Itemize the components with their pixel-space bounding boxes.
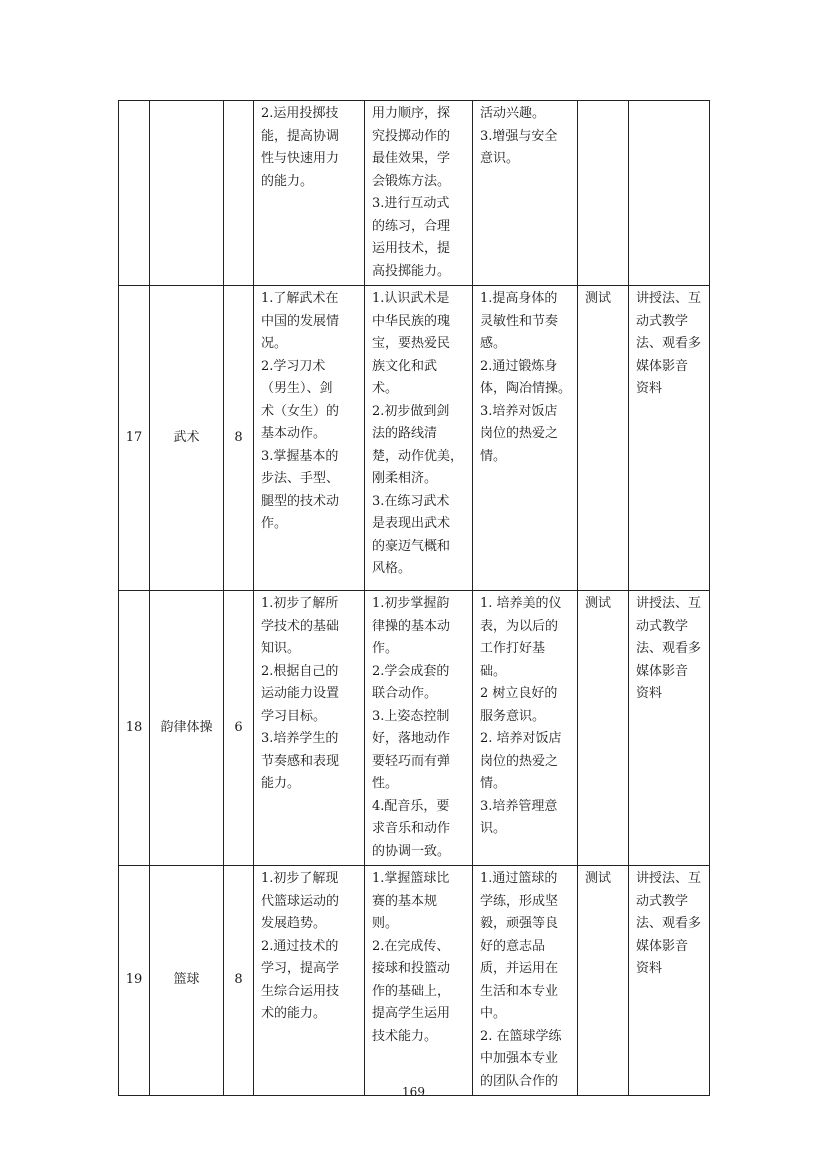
requirements-cell-line: 作。 (372, 641, 399, 656)
objectives-cell-line: 学习，提高学 (261, 961, 340, 976)
methods-cell-line: 动式教学 (636, 313, 689, 329)
requirements-cell-line: 是表现出武术 (372, 516, 451, 531)
qualities-cell-line: 识。 (480, 821, 507, 836)
qualities-cell-line: 生活和本专业 (480, 983, 559, 999)
methods-cell-line: 资料 (636, 961, 663, 976)
requirements-cell (365, 286, 473, 591)
objectives-cell-line: （男生）、剑 (261, 381, 333, 396)
methods-cell-line: 资料 (636, 381, 663, 396)
qualities-cell-line: 础。 (480, 663, 507, 679)
curriculum-table (118, 100, 710, 1096)
hours-cell: 6 (224, 591, 254, 866)
row-number-cell: 18 (119, 591, 150, 866)
methods-cell-line: 讲授法、互 (636, 596, 702, 611)
qualities-cell-line: 学练，形成坚 (480, 893, 559, 909)
objectives-cell (254, 866, 365, 1096)
methods-cell-line: 资料 (636, 686, 663, 701)
requirements-cell-line: 的协调一致。 (372, 843, 451, 859)
qualities-cell-line: 感。 (480, 336, 507, 351)
objectives-cell-line: 知识。 (261, 641, 301, 656)
qualities-cell-line: 3.培养对饭店 (480, 403, 558, 419)
qualities-cell-line: 2.通过锻炼身 (480, 358, 558, 374)
objectives-cell-line: 节奏感和表现 (261, 753, 340, 769)
requirements-cell-line: 好，落地动作 (372, 731, 451, 746)
hours-cell: 8 (224, 866, 254, 1096)
requirements-cell-line: 风格。 (372, 561, 412, 576)
objectives-cell-line: 运动能力设置 (261, 686, 340, 701)
objectives-cell-line: 步法、手型、 (261, 471, 340, 486)
qualities-cell-line: 毅，顽强等良 (480, 916, 559, 931)
qualities-cell-line: 2 树立良好的 (480, 686, 558, 701)
qualities-cell-line: 质，并运用在 (480, 961, 559, 976)
requirements-cell-line: 楚，动作优美， (372, 448, 464, 464)
assessment-cell: 测试 (578, 591, 629, 866)
objectives-cell-line: 1.初步了解所 (261, 596, 339, 611)
objectives-cell-line: 基本动作。 (261, 426, 327, 441)
requirements-cell-line: 作的基础上， (372, 983, 451, 999)
objectives-cell-line: 代篮球运动的 (261, 893, 340, 909)
qualities-cell-line: 好的意志品 (480, 938, 546, 954)
project-name-cell (150, 101, 224, 286)
qualities-cell-line: 2. 在篮球学练 (480, 1028, 562, 1044)
qualities-cell-line: 体，陶冶情操。 (480, 381, 572, 396)
qualities-cell-line: 2. 培养对饭店 (480, 731, 562, 746)
qualities-cell (473, 866, 578, 1096)
requirements-cell-line: 运用技术，提 (372, 241, 451, 256)
requirements-cell-line: 究投掷动作的 (372, 128, 451, 144)
requirements-cell-line: 4.配音乐，要 (372, 798, 450, 814)
row-number-cell (119, 101, 150, 286)
requirements-cell-line: 的豪迈气概和 (372, 538, 451, 554)
objectives-cell-line: 作。 (261, 516, 288, 531)
methods-cell-line: 法、观看多 (636, 336, 702, 351)
requirements-cell (365, 591, 473, 866)
requirements-cell-line: 2.初步做到剑 (372, 403, 450, 419)
requirements-cell-line: 最佳效果，学 (372, 151, 451, 166)
objectives-cell-line: 1.初步了解现 (261, 871, 339, 886)
objectives-cell-line: 生综合运用技 (261, 983, 340, 999)
page-number: 169 (402, 1085, 425, 1099)
requirements-cell-line: 中华民族的瑰 (372, 313, 451, 329)
project-name-cell: 武术 (150, 286, 224, 591)
objectives-cell-line: 3.培养学生的 (261, 731, 339, 746)
qualities-cell-line: 岗位的热爱之 (480, 426, 559, 441)
objectives-cell-line: 学技术的基础 (261, 618, 340, 634)
methods-cell-line: 讲授法、互 (636, 291, 702, 306)
requirements-cell-line: 1.认识武术是 (372, 291, 450, 306)
objectives-cell (254, 591, 365, 866)
qualities-cell-line: 情。 (480, 776, 507, 791)
qualities-cell (473, 286, 578, 591)
objectives-cell-line: 学习目标。 (261, 708, 327, 724)
requirements-cell-line: 提高学生运用 (372, 1006, 451, 1021)
objectives-cell-line: 3.掌握基本的 (261, 448, 339, 464)
hours-cell (224, 101, 254, 286)
requirements-cell-line: 要轻巧而有弹 (372, 753, 451, 769)
requirements-cell-line: 则。 (372, 916, 399, 931)
methods-cell (629, 591, 710, 866)
objectives-cell-line: 能力。 (261, 776, 301, 791)
assessment-cell: 测试 (578, 286, 629, 591)
requirements-cell-line: 求音乐和动作 (372, 821, 451, 836)
objectives-cell-line: 腿型的技术动 (261, 493, 340, 509)
row-number-cell: 17 (119, 286, 150, 591)
objectives-cell-line: 况。 (261, 336, 288, 351)
table-row (119, 286, 710, 591)
qualities-cell-line: 中加强本专业 (480, 1051, 559, 1066)
requirements-cell-line: 接球和投篮动 (372, 961, 451, 976)
requirements-cell-line: 的练习，合理 (372, 218, 451, 234)
assessment-cell (578, 101, 629, 286)
row-number-cell: 19 (119, 866, 150, 1096)
requirements-cell-line: 1.初步掌握韵 (372, 596, 450, 611)
qualities-cell-line: 活动兴趣。 (480, 106, 546, 121)
qualities-cell-line: 中。 (480, 1006, 507, 1021)
methods-cell (629, 286, 710, 591)
qualities-cell-line: 1.通过篮球的 (480, 871, 558, 886)
objectives-cell (254, 101, 365, 286)
objectives-cell-line: 中国的发展情 (261, 313, 340, 329)
requirements-cell-line: 3.进行互动式 (372, 196, 450, 211)
qualities-cell-line: 3.增强与安全 (480, 128, 558, 144)
qualities-cell-line: 灵敏性和节奏 (480, 313, 559, 329)
objectives-cell-line: 2.学习刀术 (261, 358, 326, 374)
objectives-cell-line: 2.运用投掷技 (261, 106, 339, 121)
qualities-cell-line: 意识。 (480, 151, 520, 166)
methods-cell-line: 媒体影音 (636, 938, 689, 954)
methods-cell-line: 讲授法、互 (636, 871, 702, 886)
requirements-cell-line: 法的路线清 (372, 426, 438, 441)
table-body (119, 101, 710, 1096)
requirements-cell-line: 族文化和武 (372, 358, 438, 374)
objectives-cell-line: 性与快速用力 (261, 151, 340, 166)
objectives-cell (254, 286, 365, 591)
qualities-cell-line: 的团队合作的 (480, 1073, 559, 1089)
requirements-cell-line: 宝，要热爱民 (372, 336, 451, 351)
methods-cell-line: 动式教学 (636, 893, 689, 909)
qualities-cell-line: 岗位的热爱之 (480, 753, 559, 769)
requirements-cell-line: 技术能力。 (372, 1028, 438, 1044)
requirements-cell-line: 2.学会成套的 (372, 663, 450, 679)
requirements-cell-line: 赛的基本规 (372, 893, 438, 909)
qualities-cell-line: 情。 (480, 448, 507, 464)
objectives-cell-line: 术（女生）的 (261, 403, 340, 419)
requirements-cell-line: 3.上姿态控制 (372, 708, 450, 724)
methods-cell (629, 101, 710, 286)
objectives-cell-line: 发展趋势。 (261, 916, 327, 931)
requirements-cell-line: 律操的基本动 (372, 618, 451, 634)
requirements-cell (365, 101, 473, 286)
objectives-cell-line: 的能力。 (261, 173, 314, 189)
methods-cell-line: 法、观看多 (636, 916, 702, 931)
requirements-cell-line: 2.在完成传、 (372, 938, 450, 954)
table-row (119, 866, 710, 1096)
qualities-cell-line: 3.培养管理意 (480, 798, 558, 814)
methods-cell-line: 法、观看多 (636, 641, 702, 656)
qualities-cell (473, 591, 578, 866)
qualities-cell-line: 1.提高身体的 (480, 291, 558, 306)
methods-cell-line: 动式教学 (636, 618, 689, 634)
methods-cell-line: 媒体影音 (636, 358, 689, 374)
requirements-cell-line: 1.掌握篮球比 (372, 871, 450, 886)
objectives-cell-line: 2.根据自己的 (261, 663, 339, 679)
requirements-cell-line: 用力顺序，探 (372, 106, 451, 121)
requirements-cell-line: 刚柔相济。 (372, 471, 438, 486)
qualities-cell-line: 1. 培养美的仪 (480, 596, 562, 611)
requirements-cell-line: 术。 (372, 381, 399, 396)
project-name-cell: 韵律体操 (150, 591, 224, 866)
table-row (119, 591, 710, 866)
qualities-cell-line: 表，为以后的 (480, 618, 559, 634)
objectives-cell-line: 术的能力。 (261, 1006, 327, 1021)
qualities-cell (473, 101, 578, 286)
methods-cell (629, 866, 710, 1096)
hours-cell: 8 (224, 286, 254, 591)
requirements-cell (365, 866, 473, 1096)
assessment-cell: 测试 (578, 866, 629, 1096)
requirements-cell-line: 性。 (372, 776, 399, 791)
objectives-cell-line: 2.通过技术的 (261, 938, 339, 954)
qualities-cell-line: 服务意识。 (480, 708, 546, 724)
qualities-cell-line: 工作打好基 (480, 641, 546, 656)
objectives-cell-line: 能，提高协调 (261, 128, 340, 144)
requirements-cell-line: 高投掷能力。 (372, 263, 451, 279)
project-name-cell: 篮球 (150, 866, 224, 1096)
table-row (119, 101, 710, 286)
requirements-cell-line: 联合动作。 (372, 686, 438, 701)
requirements-cell-line: 会锻炼方法。 (372, 173, 451, 189)
objectives-cell-line: 1.了解武术在 (261, 291, 339, 306)
requirements-cell-line: 3.在练习武术 (372, 493, 450, 509)
methods-cell-line: 媒体影音 (636, 663, 689, 679)
